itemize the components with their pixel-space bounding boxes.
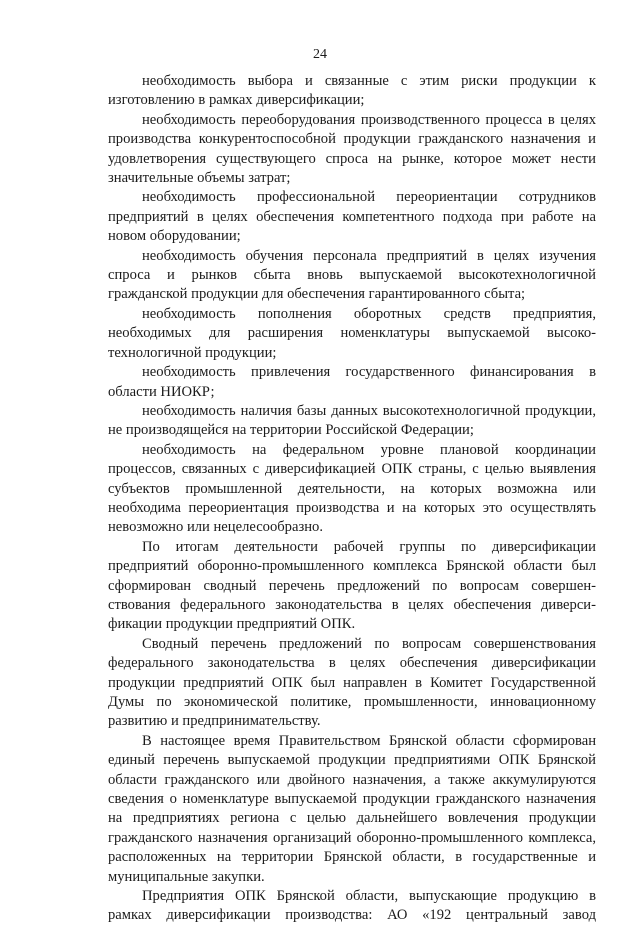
paragraph-12: Предприятия ОПК Брянской области, выпускающие продукцию в рамках диверсификации производства: АО «192 центральный завод (108, 888, 596, 924)
body-text (108, 72, 596, 926)
paragraph-8: необходимость на федеральном уровне плановой координации процессов, связанных с диверсификацией ОПК страны, с целью выявления субъектов промышленной деятельности, на которых возможна или необходима переориентация производства и на которых это осуществлять невозможно или нецелесообразно. (108, 441, 596, 536)
paragraph-9: По итогам деятельности рабочей группы по диверсификации предприятий оборонно-промышленного комплекса Брянской области был сформирован сводный перечень предложений по вопросам совершенствования федерального законодательства в целях обеспечения диверсификации продукции предприятий ОПК. (108, 538, 596, 633)
paragraph-3: необходимость профессиональной переориентации сотрудников предприятий в целях обеспечения компетентного подхода при работе на новом оборудовании; (108, 189, 596, 245)
paragraph-7: необходимость наличия базы данных высокотехнологичной продукции, не производящейся на территории Российской Федерации; (108, 402, 596, 439)
paragraph-10: Сводный перечень предложений по вопросам совершенствования федерального законодательства в целях обеспечения диверсификации продукции предприятий ОПК был направлен в Комитет Государственной Думы по экономической политике, промышленности, инновационному развитию и предпринимательству. (108, 635, 596, 730)
paragraph-4: необходимость обучения персонала предприятий в целях изучения спроса и рынков сбыта вновь выпускаемой высокотехнологичной гражданской продукции для обеспечения гарантированного сбыта; (108, 247, 596, 303)
paragraph-11: В настоящее время Правительством Брянской области сформирован единый перечень выпускаемой продукции предприятиями ОПК Брянской области гражданского или двойного назначения, а также аккумулируются сведения о номенклатуре выпускаемой продукции гражданского назначения на предприятиях региона с целью дальнейшего вовлечения продукции гражданского назначения организаций оборонно-промышленного комплекса, расположенных на территории Брянской области, в государственные и муниципальные закупки. (108, 732, 596, 885)
paragraph-1: необходимость выбора и связанные с этим риски продукции к изготовлению в рамках диверсификации; (108, 73, 596, 109)
paragraph-2: необходимость переоборудования производственного процесса в целях производства конкурентоспособной продукции гражданского назначения и удовлетворения существующего спроса на рынке, которое может нести значительные объемы затрат; (108, 111, 596, 187)
paragraph-6: необходимость привлечения государственного финансирования в области НИОКР; (108, 364, 596, 400)
page-number: 24 (313, 47, 327, 62)
paragraph-5: необходимость пополнения оборотных средств предприятия, необходимых для расширения номенклатуры выпускаемой высокотехнологичной продукции; (108, 305, 596, 361)
